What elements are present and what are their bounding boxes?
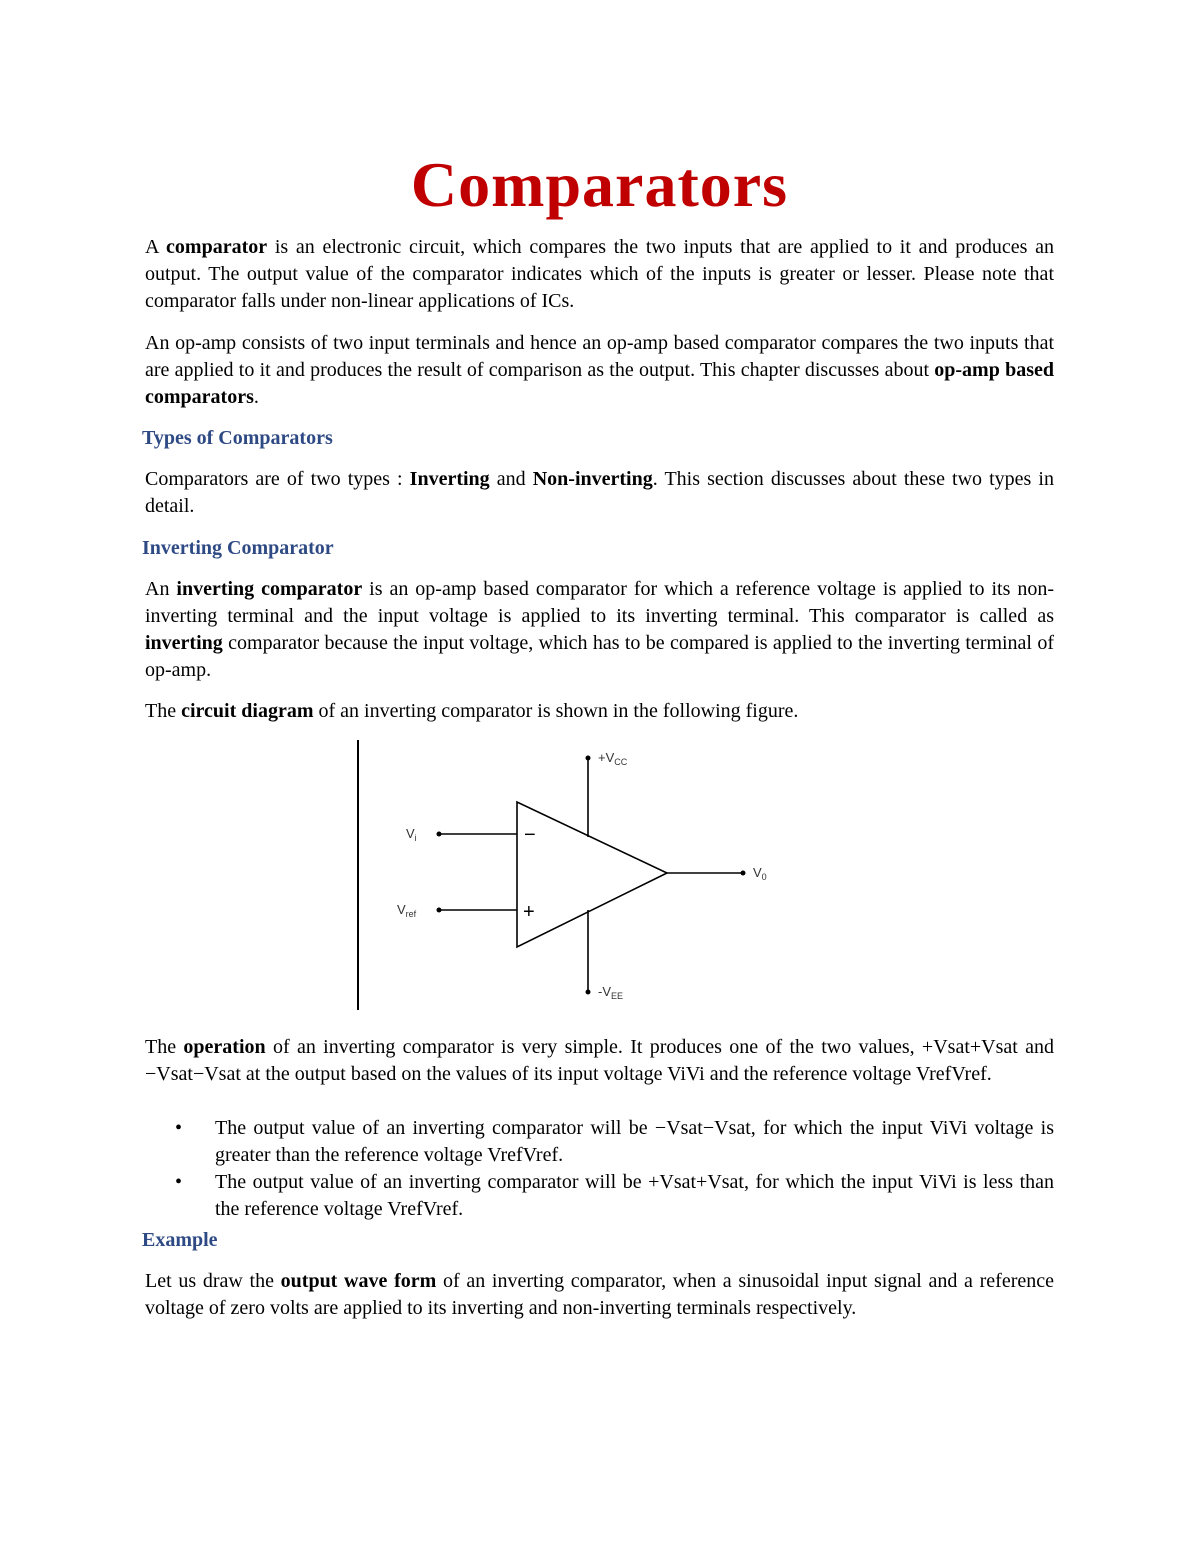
list-item-text: The output value of an inverting comparator will be +Vsat+Vsat, for which the input ViVi is less than the reference voltage VrefVref. — [215, 1171, 1054, 1220]
plus-sign: + — [523, 901, 535, 923]
op-amp-triangle — [517, 802, 667, 947]
vee-label-main: -V — [598, 984, 611, 999]
vref-label-sub: ref — [405, 909, 417, 919]
heading-inverting-comparator: Inverting Comparator — [142, 537, 334, 559]
bold-term: circuit diagram — [181, 700, 314, 722]
text-run: . This section discusses about these two types in detail. — [145, 468, 1054, 517]
bold-term: inverting comparator — [176, 578, 363, 600]
text-run: and — [489, 468, 533, 490]
page-title: Comparators — [410, 149, 789, 220]
vcc-terminal-dot — [586, 756, 591, 761]
vref-terminal-dot — [437, 908, 442, 913]
vi-label-main: V — [406, 826, 415, 841]
vi-terminal-dot — [437, 832, 442, 837]
vi-label — [406, 826, 417, 843]
intro-paragraph-2 — [145, 330, 1054, 411]
text-run: The — [145, 700, 182, 722]
inverting-paragraph-1 — [145, 576, 1054, 684]
minus-sign: − — [524, 824, 536, 846]
inverting-paragraph-2 — [145, 698, 1054, 725]
text-run: of an inverting comparator is shown in the following figure. — [313, 700, 799, 722]
inverting-paragraph-3 — [145, 1034, 1054, 1088]
heading-example: Example — [142, 1229, 218, 1251]
vcc-label — [598, 750, 628, 767]
bullet-dot: • — [175, 1171, 183, 1193]
text-run: An op-amp consists of two input terminals and hence an op-amp based comparator compares the two inputs that are applied to it and produces the result of comparison as the output. This chapter discusses about — [145, 332, 1054, 381]
bold-term: Non-inverting — [532, 468, 653, 490]
list-item-text: The output value of an inverting comparator will be −Vsat−Vsat, for which the input ViVi voltage is greater than the reference voltage VrefVref. — [215, 1117, 1054, 1166]
text-run: of an inverting comparator is very simple. It produces one of the two values, +Vsat+Vsat and −Vsat−Vsat at the output based on the values of its input voltage ViVi and the reference voltage VrefVref. — [145, 1036, 1055, 1085]
vi-label-sub: i — [414, 833, 417, 843]
vcc-label-sub: CC — [614, 757, 628, 767]
vref-label-main: V — [397, 902, 406, 917]
text-run: is an electronic circuit, which compares the two inputs that are applied to it and produces an output. The output value of the comparator indicates which of the inputs is greater or lesser. Please note that comparator falls under non-linear applications of ICs. — [145, 236, 1054, 312]
vref-label — [397, 902, 417, 919]
list-item — [145, 1169, 1054, 1223]
types-paragraph — [145, 466, 1054, 520]
intro-paragraph-1 — [145, 234, 1054, 315]
bold-term: Inverting — [409, 468, 490, 490]
vo-label-sub: 0 — [761, 872, 767, 882]
text-run: Let us draw the — [145, 1270, 281, 1292]
text-run: Comparators are of two types : — [145, 468, 410, 490]
text-run: The — [145, 1036, 184, 1058]
bold-term: operation — [183, 1036, 266, 1058]
bullet-list — [145, 1115, 1054, 1223]
bold-term: output wave form — [280, 1270, 437, 1292]
bold-term: op-amp based comparators — [145, 359, 1054, 408]
bullet-dot: • — [175, 1117, 183, 1139]
vo-label-main: V — [753, 865, 762, 880]
vee-terminal-dot — [586, 990, 591, 995]
bold-term: inverting — [145, 632, 223, 654]
list-item — [145, 1115, 1054, 1169]
text-run: comparator because the input voltage, which has to be compared is applied to the inverting terminal of op-amp. — [145, 632, 1054, 681]
vee-label — [598, 984, 623, 1001]
heading-types-of-comparators: Types of Comparators — [142, 427, 333, 449]
text-run: An — [145, 578, 177, 600]
vo-terminal-dot — [741, 871, 746, 876]
vee-label-sub: EE — [611, 991, 624, 1001]
vo-label — [753, 865, 767, 882]
text-run: A — [145, 236, 167, 258]
text-run: . — [253, 386, 259, 408]
vcc-label-main: +V — [598, 750, 615, 765]
text-run: is an op-amp based comparator for which a reference voltage is applied to its non-inverting terminal and the input voltage is applied to its inverting terminal. This comparator is called as — [145, 578, 1054, 627]
inverting-comparator-circuit-diagram — [348, 738, 788, 1014]
bold-term: comparator — [166, 236, 268, 258]
text-run: of an inverting comparator, when a sinusoidal input signal and a reference voltage of zero volts are applied to its inverting and non-inverting terminals respectively. — [145, 1270, 1054, 1319]
example-paragraph — [145, 1268, 1054, 1322]
